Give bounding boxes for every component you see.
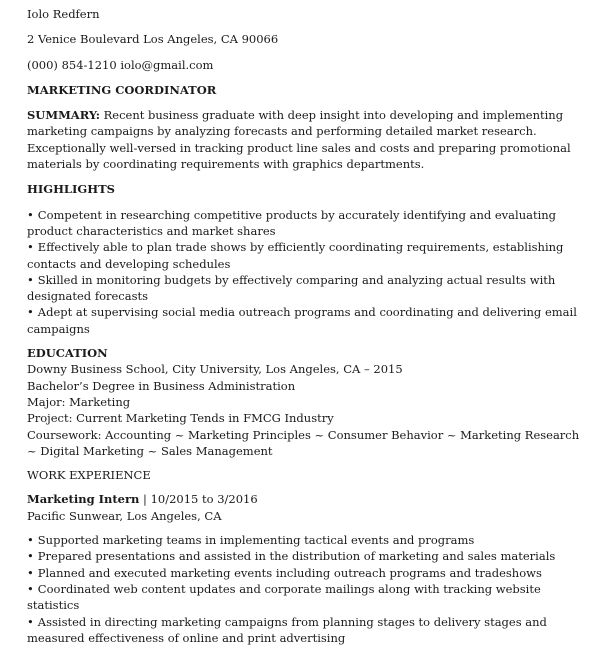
candidate-name: Iolo Redfern [27,6,587,22]
bullet-icon: • [27,208,34,222]
bullet-icon: • [27,615,34,629]
bullet-icon: • [27,273,34,287]
list-item: • Coordinated web content updates and corporate mailings along with tracking website statistics [27,581,587,614]
bullet-icon: • [27,582,34,596]
bullet-icon: • [27,566,34,580]
job-title: Marketing Intern [27,492,139,506]
summary-label: SUMMARY: [27,108,100,122]
resume-document [27,6,587,646]
summary-text: Recent business graduate with deep insight into developing and implementing marketing campaigns by analyzing forecasts and performing detailed market research. Exceptionally well-versed in tracking product line sales and costs and preparing promotional materials by coordinating requirements with graphics departments. [27,108,571,171]
list-item: • Supported marketing teams in implementing tactical events and programs [27,532,587,548]
list-item: • Skilled in monitoring budgets by effectively comparing and analyzing actual results with designated forecasts [27,272,587,305]
list-item: • Effectively able to plan trade shows by efficiently coordinating requirements, establishing contacts and developing schedules [27,239,587,272]
job-dates: | 10/2015 to 3/2016 [139,492,257,506]
job-entry-header [27,491,587,507]
list-item: • Prepared presentations and assisted in the distribution of marketing and sales materials [27,548,587,564]
highlights-heading: HIGHLIGHTS [27,181,587,197]
bullet-icon: • [27,240,34,254]
summary-paragraph [27,107,587,172]
experience-list [27,532,587,646]
education-degree: Bachelor’s Degree in Business Administration [27,378,587,394]
list-item: • Competent in researching competitive products by accurately identifying and evaluating product characteristics and market shares [27,207,587,240]
phone-email: (000) 854-1210 iolo@gmail.com [27,57,587,73]
education-school: Downy Business School, City University, Los Angeles, CA – 2015 [27,361,587,377]
education-coursework: Coursework: Accounting ~ Marketing Principles ~ Consumer Behavior ~ Marketing Research ~ Digital Marketing ~ Sales Management [27,427,587,460]
job-title-heading: MARKETING COORDINATOR [27,82,587,98]
highlights-list [27,207,587,337]
education-project: Project: Current Marketing Tends in FMCG Industry [27,410,587,426]
education-heading: EDUCATION [27,345,587,361]
job-company: Pacific Sunwear, Los Angeles, CA [27,508,587,524]
address: 2 Venice Boulevard Los Angeles, CA 90066 [27,31,587,47]
bullet-icon: • [27,533,34,547]
list-item: • Assisted in directing marketing campaigns from planning stages to delivery stages and measured effectiveness of online and print advertising [27,614,587,646]
bullet-icon: • [27,305,34,319]
list-item: • Adept at supervising social media outreach programs and coordinating and delivering email campaigns [27,304,587,337]
list-item: • Planned and executed marketing events including outreach programs and tradeshows [27,565,587,581]
bullet-icon: • [27,549,34,563]
work-experience-heading: WORK EXPERIENCE [27,467,587,483]
education-major: Major: Marketing [27,394,587,410]
